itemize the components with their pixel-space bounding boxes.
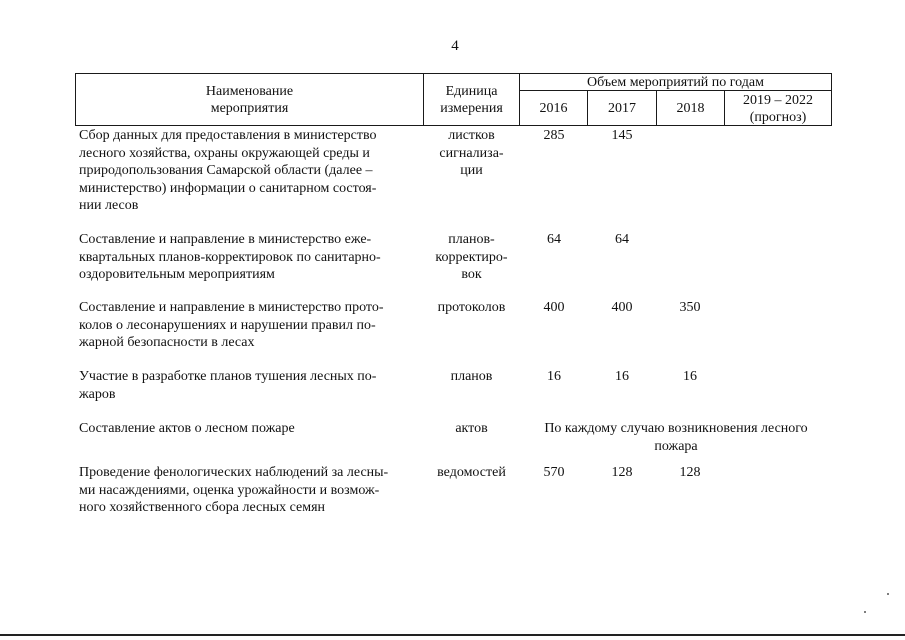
scan-speck	[887, 593, 889, 595]
header-year-2018: 2018	[676, 101, 705, 116]
row-4-unit: планов	[450, 369, 493, 384]
row-2-unit: планов- корректиро- вок	[435, 232, 508, 282]
row-2-value-2016: 64	[547, 232, 561, 247]
row-3-name: Составление и направление в министерство прото- колов о лесонарушениях и нарушении правил по- жарной безопасности в лесах	[79, 300, 384, 350]
header-name: Наименование мероприятия	[205, 84, 294, 116]
row-6-value-2018: 128	[679, 465, 701, 480]
row-4-value-2016: 16	[547, 369, 561, 384]
row-6-unit: ведомостей	[437, 465, 506, 480]
row-4-name: Участие в разработке планов тушения лесных по- жаров	[79, 369, 377, 402]
row-6-value-2017: 128	[611, 465, 633, 480]
header-volume: Объем мероприятий по годам	[587, 75, 764, 90]
row-2-name: Составление и направление в министерство еже- квартальных планов-корректировок по санитарно- оздоровительным мероприятиям	[79, 232, 381, 282]
page-number: 4	[451, 38, 459, 54]
header-bottom-border	[75, 125, 832, 126]
row-2-value-2017: 64	[615, 232, 629, 247]
row-4-value-2017: 16	[615, 369, 629, 384]
row-5-note: По каждому случаю возникновения лесного пожара	[544, 421, 808, 454]
scan-bottom-edge	[0, 634, 905, 636]
header-year-2016: 2016	[539, 101, 568, 116]
row-5-name: Составление актов о лесном пожаре	[79, 421, 295, 436]
row-6-value-2016: 570	[543, 465, 565, 480]
scan-speck	[864, 611, 866, 613]
row-3-value-2018: 350	[679, 300, 701, 315]
row-3-value-2016: 400	[543, 300, 565, 315]
table-right-border	[831, 73, 832, 126]
row-1-value-2016: 285	[543, 128, 565, 143]
header-unit: Единица измерения	[440, 84, 503, 116]
row-3-value-2017: 400	[611, 300, 633, 315]
row-6-name: Проведение фенологических наблюдений за лесны- ми насаждениями, оценка урожайности и возмож- ного хозяйственного сбора лесных семян	[79, 465, 389, 515]
row-1-name: Сбор данных для предоставления в министерство лесного хозяйства, охраны окружающей среды и природопользования Самарской области (далее – министерство) информации о санитарном состоя- нии лесов	[79, 128, 377, 213]
header-year-2019-2022: 2019 – 2022 (прогноз)	[743, 93, 813, 125]
row-3-unit: протоколов	[437, 300, 506, 315]
row-5-unit: актов	[455, 421, 488, 436]
row-4-value-2018: 16	[683, 369, 697, 384]
header-year-2017: 2017	[608, 101, 636, 116]
row-1-unit: листков сигнализа- ции	[439, 128, 504, 178]
row-1-value-2017: 145	[611, 128, 633, 143]
